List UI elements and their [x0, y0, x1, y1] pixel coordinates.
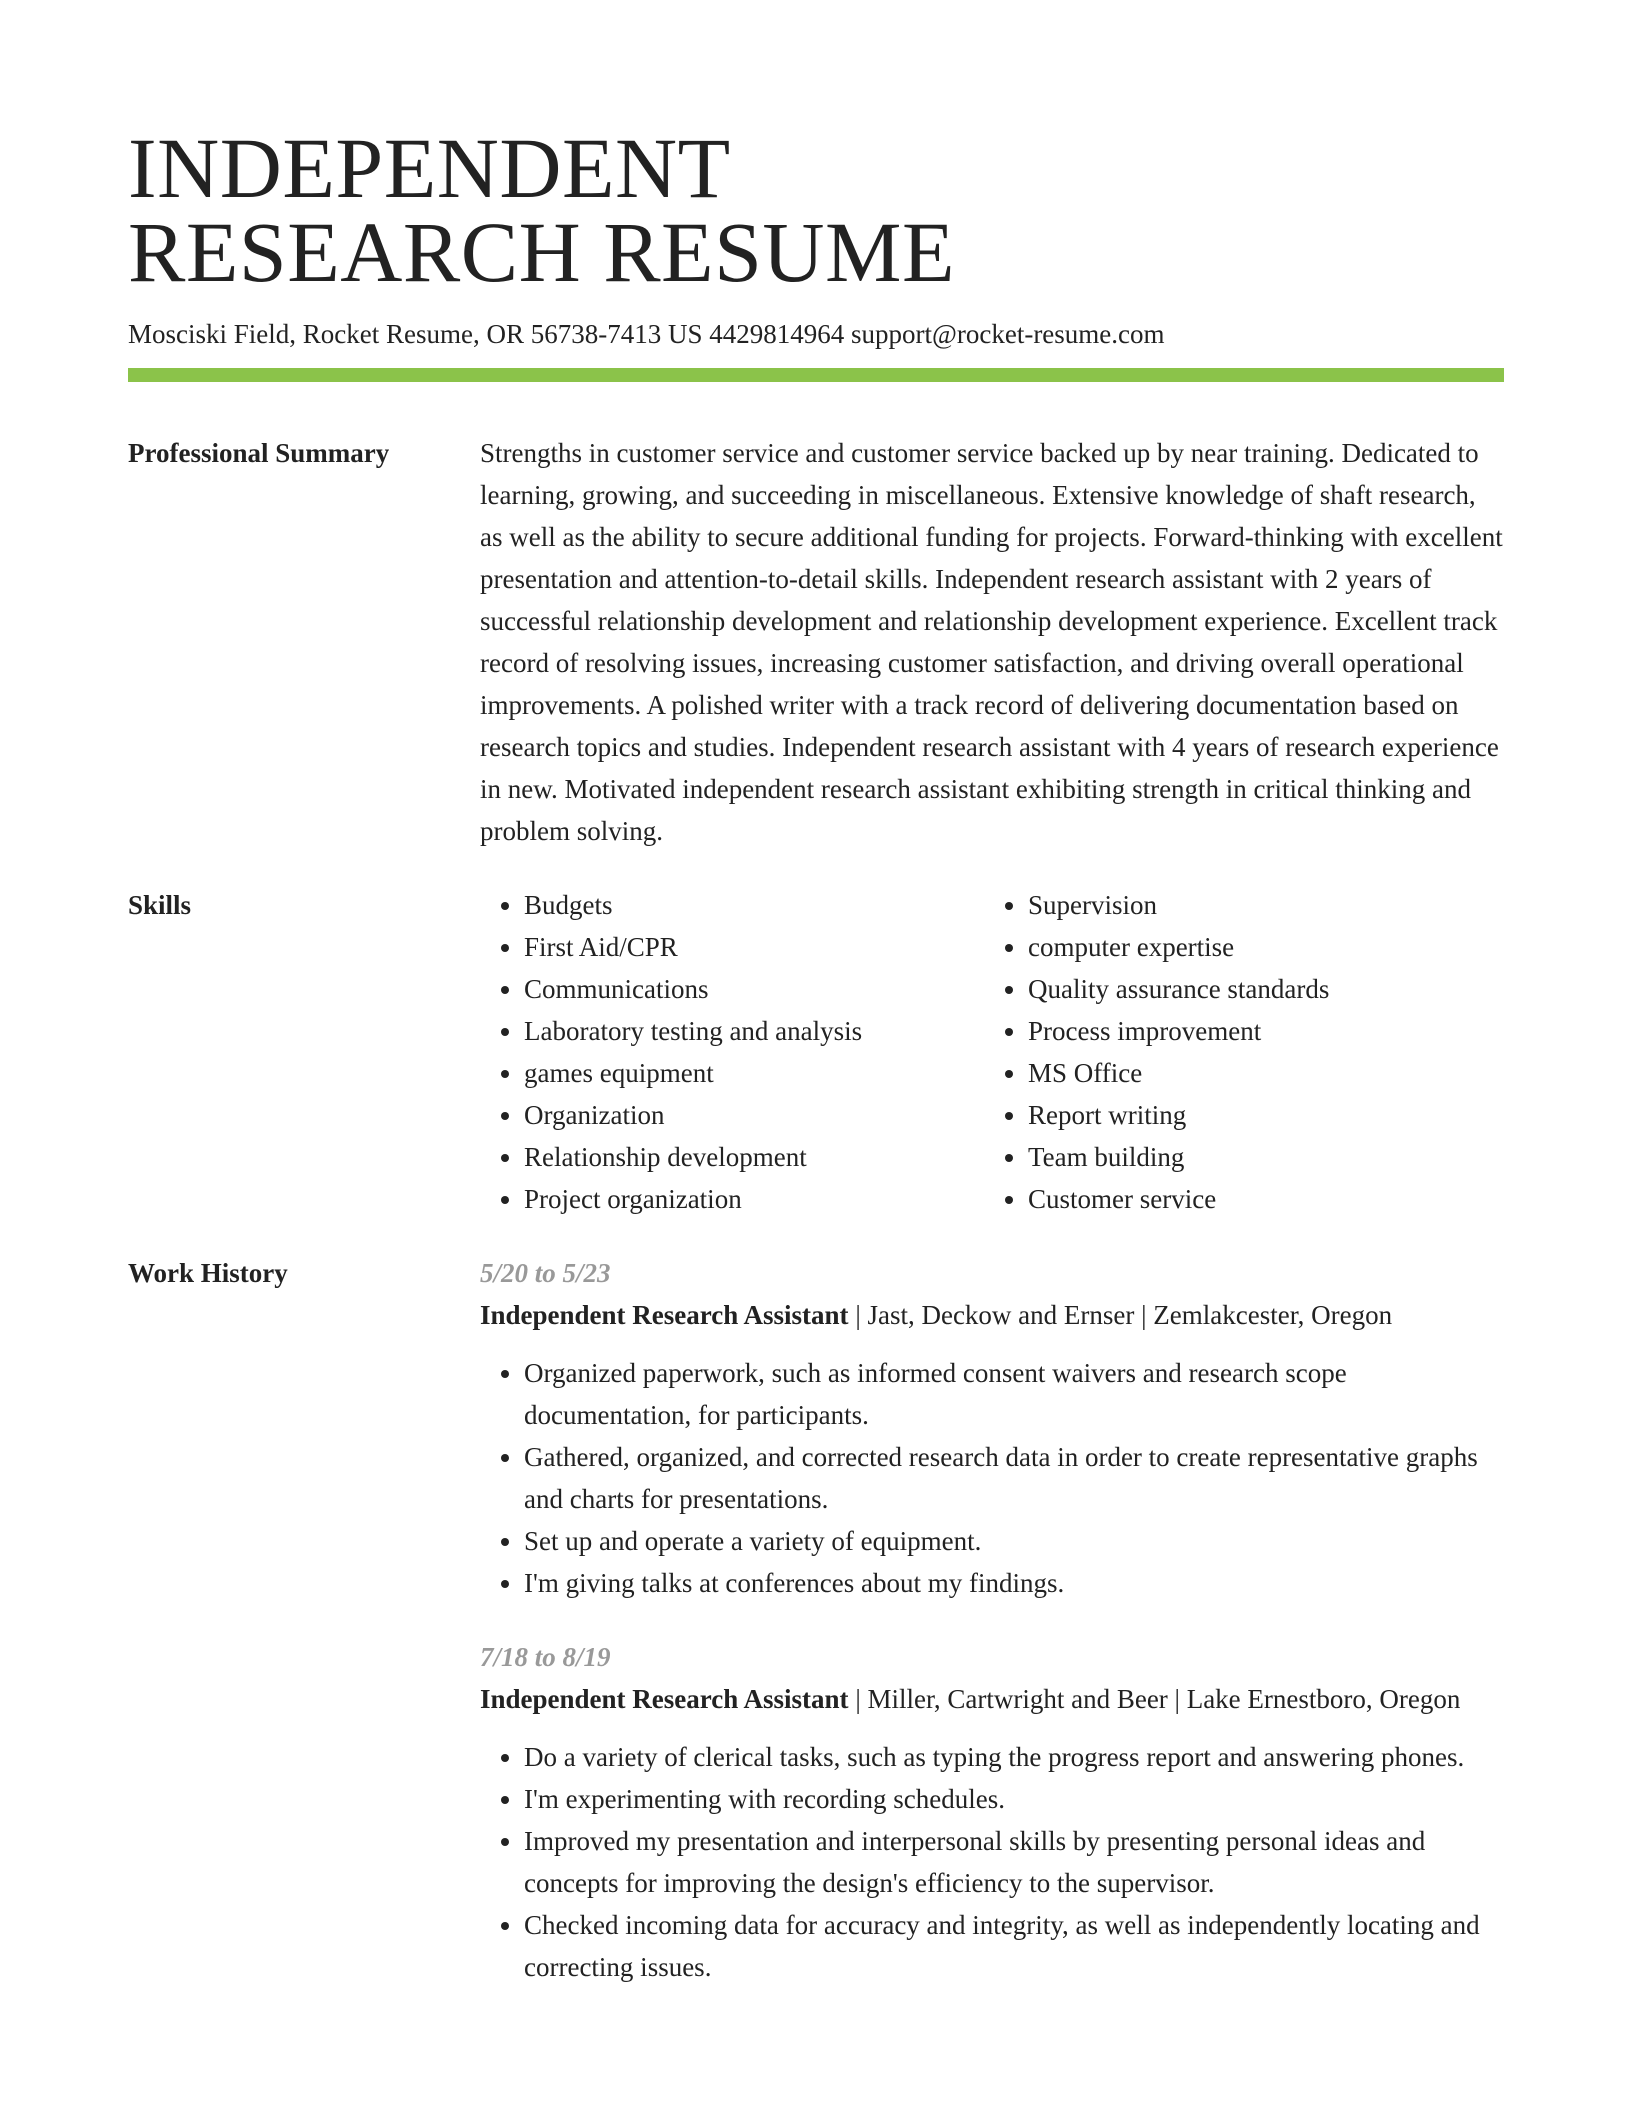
job-heading [480, 1294, 1504, 1336]
skill-item: • Customer service [1028, 1178, 1488, 1220]
skill-item: • Report writing [1028, 1094, 1488, 1136]
skill-item: • Relationship development [524, 1136, 984, 1178]
skill-item: • Supervision [1028, 884, 1488, 926]
skill-item: • MS Office [1028, 1052, 1488, 1094]
job-details: | Miller, Cartwright and Beer | Lake Ernestboro, Oregon [848, 1684, 1461, 1714]
skills-section [128, 884, 1504, 1220]
skill-item: • games equipment [524, 1052, 984, 1094]
section-label-professional-summary: Professional Summary [128, 438, 390, 468]
section-label-skills: Skills [128, 890, 192, 920]
skill-item: • Quality assurance standards [1028, 968, 1488, 1010]
skills-grid [480, 884, 1504, 1220]
contact-line [128, 316, 1504, 352]
header-divider [128, 368, 1504, 382]
professional-summary-section [128, 432, 1504, 852]
job-bullet-list [480, 1352, 1504, 1604]
skill-item: • Budgets [524, 884, 984, 926]
skills-list-right [984, 884, 1488, 1220]
job-heading [480, 1678, 1504, 1720]
resume-title-line-1: INDEPENDENT [128, 120, 731, 216]
job-bullet: • Organized paperwork, such as informed consent waivers and research scope documentation, for participants. [524, 1352, 1504, 1436]
resume-title-line-2: RESEARCH RESUME [128, 204, 956, 300]
skills-list-left [480, 884, 984, 1220]
skill-item: • computer expertise [1028, 926, 1488, 968]
contact-phone: 4429814964 [709, 319, 845, 349]
work-history-section [128, 1252, 1504, 1988]
job-details: | Jast, Deckow and Ernser | Zemlakcester, Oregon [848, 1300, 1393, 1330]
section-label-work-history: Work History [128, 1258, 288, 1288]
skill-item: • Team building [1028, 1136, 1488, 1178]
job-dates: 5/20 to 5/23 [480, 1258, 611, 1288]
job-bullet: • Gathered, organized, and corrected research data in order to create representative graphs and charts for presentations. [524, 1436, 1504, 1520]
contact-address: Mosciski Field, Rocket Resume, OR 56738-7413 US [128, 319, 703, 349]
skill-item: • Communications [524, 968, 984, 1010]
skill-item: • Process improvement [1028, 1010, 1488, 1052]
contact-email: support@rocket-resume.com [851, 319, 1165, 349]
professional-summary-text: Strengths in customer service and customer service backed up by near training. Dedicated to learning, growing, and succeeding in miscellaneous. Extensive knowledge of shaft research, as well as the ability to secure additional funding for projects. Forward-thinking with excellent presentation and attention-to-detail skills. Independent research assistant with 2 years of successful relationship development and relationship development experience. Excellent track record of resolving issues, increasing customer satisfaction, and driving overall operational improvements. A polished writer with a track record of delivering documentation based on research topics and studies. Independent research assistant with 4 years of research experience in new. Motivated independent research assistant exhibiting strength in critical thinking and problem solving. [480, 438, 1503, 846]
job-bullet: • I'm giving talks at conferences about my findings. [524, 1562, 1504, 1604]
job-bullet-list [480, 1736, 1504, 1988]
job-title: Independent Research Assistant [480, 1300, 849, 1330]
job-bullet: • Checked incoming data for accuracy and integrity, as well as independently locating and correcting issues. [524, 1904, 1504, 1988]
job-bullet: • Do a variety of clerical tasks, such as typing the progress report and answering phones. [524, 1736, 1504, 1778]
resume-title [128, 120, 1504, 300]
job-entry [480, 1636, 1504, 1988]
job-dates: 7/18 to 8/19 [480, 1642, 611, 1672]
skill-item: • Project organization [524, 1178, 984, 1220]
resume-page [128, 120, 1504, 1988]
job-bullet: • I'm experimenting with recording schedules. [524, 1778, 1504, 1820]
work-history-body [480, 1252, 1504, 1988]
skill-item: • Laboratory testing and analysis [524, 1010, 984, 1052]
job-bullet: • Set up and operate a variety of equipment. [524, 1520, 1504, 1562]
job-title: Independent Research Assistant [480, 1684, 849, 1714]
job-entry [480, 1252, 1504, 1604]
skill-item: • Organization [524, 1094, 984, 1136]
skill-item: • First Aid/CPR [524, 926, 984, 968]
job-bullet: • Improved my presentation and interpersonal skills by presenting personal ideas and concepts for improving the design's efficiency to the supervisor. [524, 1820, 1504, 1904]
